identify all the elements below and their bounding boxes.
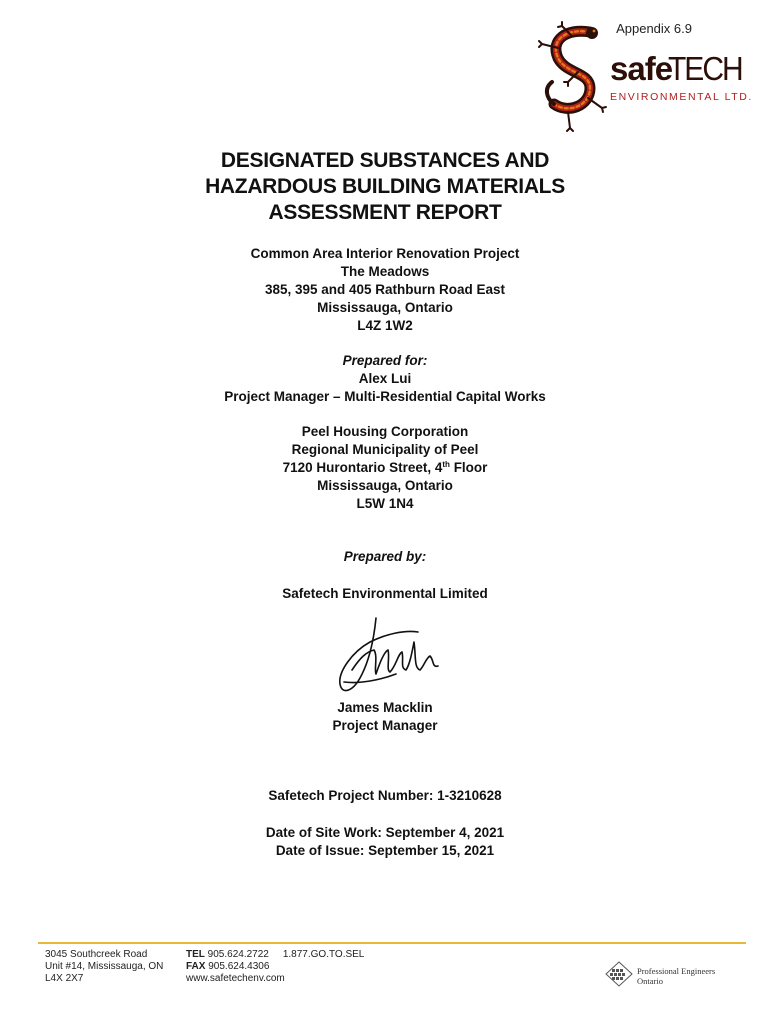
project-city: Mississauga, Ontario	[317, 300, 453, 315]
professional-engineers-ontario-logo: Professional Engineers Ontario	[604, 960, 724, 988]
footer-address: 3045 Southcreek Road Unit #14, Mississauga, ON L4X 2X7	[45, 949, 164, 984]
title-line-2: HAZARDOUS BUILDING MATERIALS	[205, 175, 565, 198]
project-number: Safetech Project Number: 1-3210628	[268, 788, 502, 803]
title-line-1: DESIGNATED SUBSTANCES AND	[220, 149, 550, 172]
client-role: Project Manager – Multi-Residential Capital Works	[224, 389, 546, 404]
client-postal: L5W 1N4	[356, 496, 414, 511]
logo-brand-light: TECH	[668, 49, 742, 88]
logo-tagline: ENVIRONMENTAL LTD.	[610, 91, 753, 103]
footer-website[interactable]: www.safetechenv.com	[186, 973, 285, 984]
project-postal: L4Z 1W2	[357, 318, 413, 333]
project-block	[0, 245, 770, 335]
client-municipality: Regional Municipality of Peel	[291, 442, 479, 457]
footer-fax: FAX 905.624.4306	[186, 961, 270, 972]
signer-title: Project Manager	[332, 718, 438, 733]
client-street: 7120 Hurontario Street, 4th Floor	[282, 460, 488, 475]
report-title	[0, 148, 770, 226]
client-person: Alex Lui	[358, 371, 412, 386]
project-site: The Meadows	[340, 264, 430, 279]
dates-block	[0, 824, 770, 860]
site-work-date: Date of Site Work: September 4, 2021	[265, 825, 505, 840]
footer-tel: TEL 905.624.2722 1.877.GO.TO.SEL	[186, 949, 365, 960]
prepared-by-label: Prepared by:	[343, 549, 427, 564]
prepared-for-label: Prepared for:	[342, 353, 428, 368]
logo-brand-bold: safe	[610, 50, 673, 87]
peo-mark-icon	[604, 960, 634, 988]
salamander-icon	[528, 24, 753, 138]
signer-block	[0, 699, 770, 735]
prepared-for-block	[0, 352, 770, 406]
client-org: Peel Housing Corporation	[301, 424, 469, 439]
client-city: Mississauga, Ontario	[317, 478, 453, 493]
footer-rule	[38, 942, 746, 944]
project-address: 385, 395 and 405 Rathburn Road East	[264, 282, 506, 297]
prepared-by-company: Safetech Environmental Limited	[282, 586, 488, 601]
signer-name: James Macklin	[337, 700, 433, 715]
project-name: Common Area Interior Renovation Project	[250, 246, 520, 261]
client-organization-block	[0, 423, 770, 513]
appendix-label: Appendix 6.9	[616, 21, 692, 36]
title-line-3: ASSESSMENT REPORT	[268, 201, 502, 224]
footer-contact	[186, 949, 364, 985]
issue-date: Date of Issue: September 15, 2021	[275, 843, 495, 858]
safetech-logo	[528, 24, 753, 138]
signature	[330, 612, 442, 702]
